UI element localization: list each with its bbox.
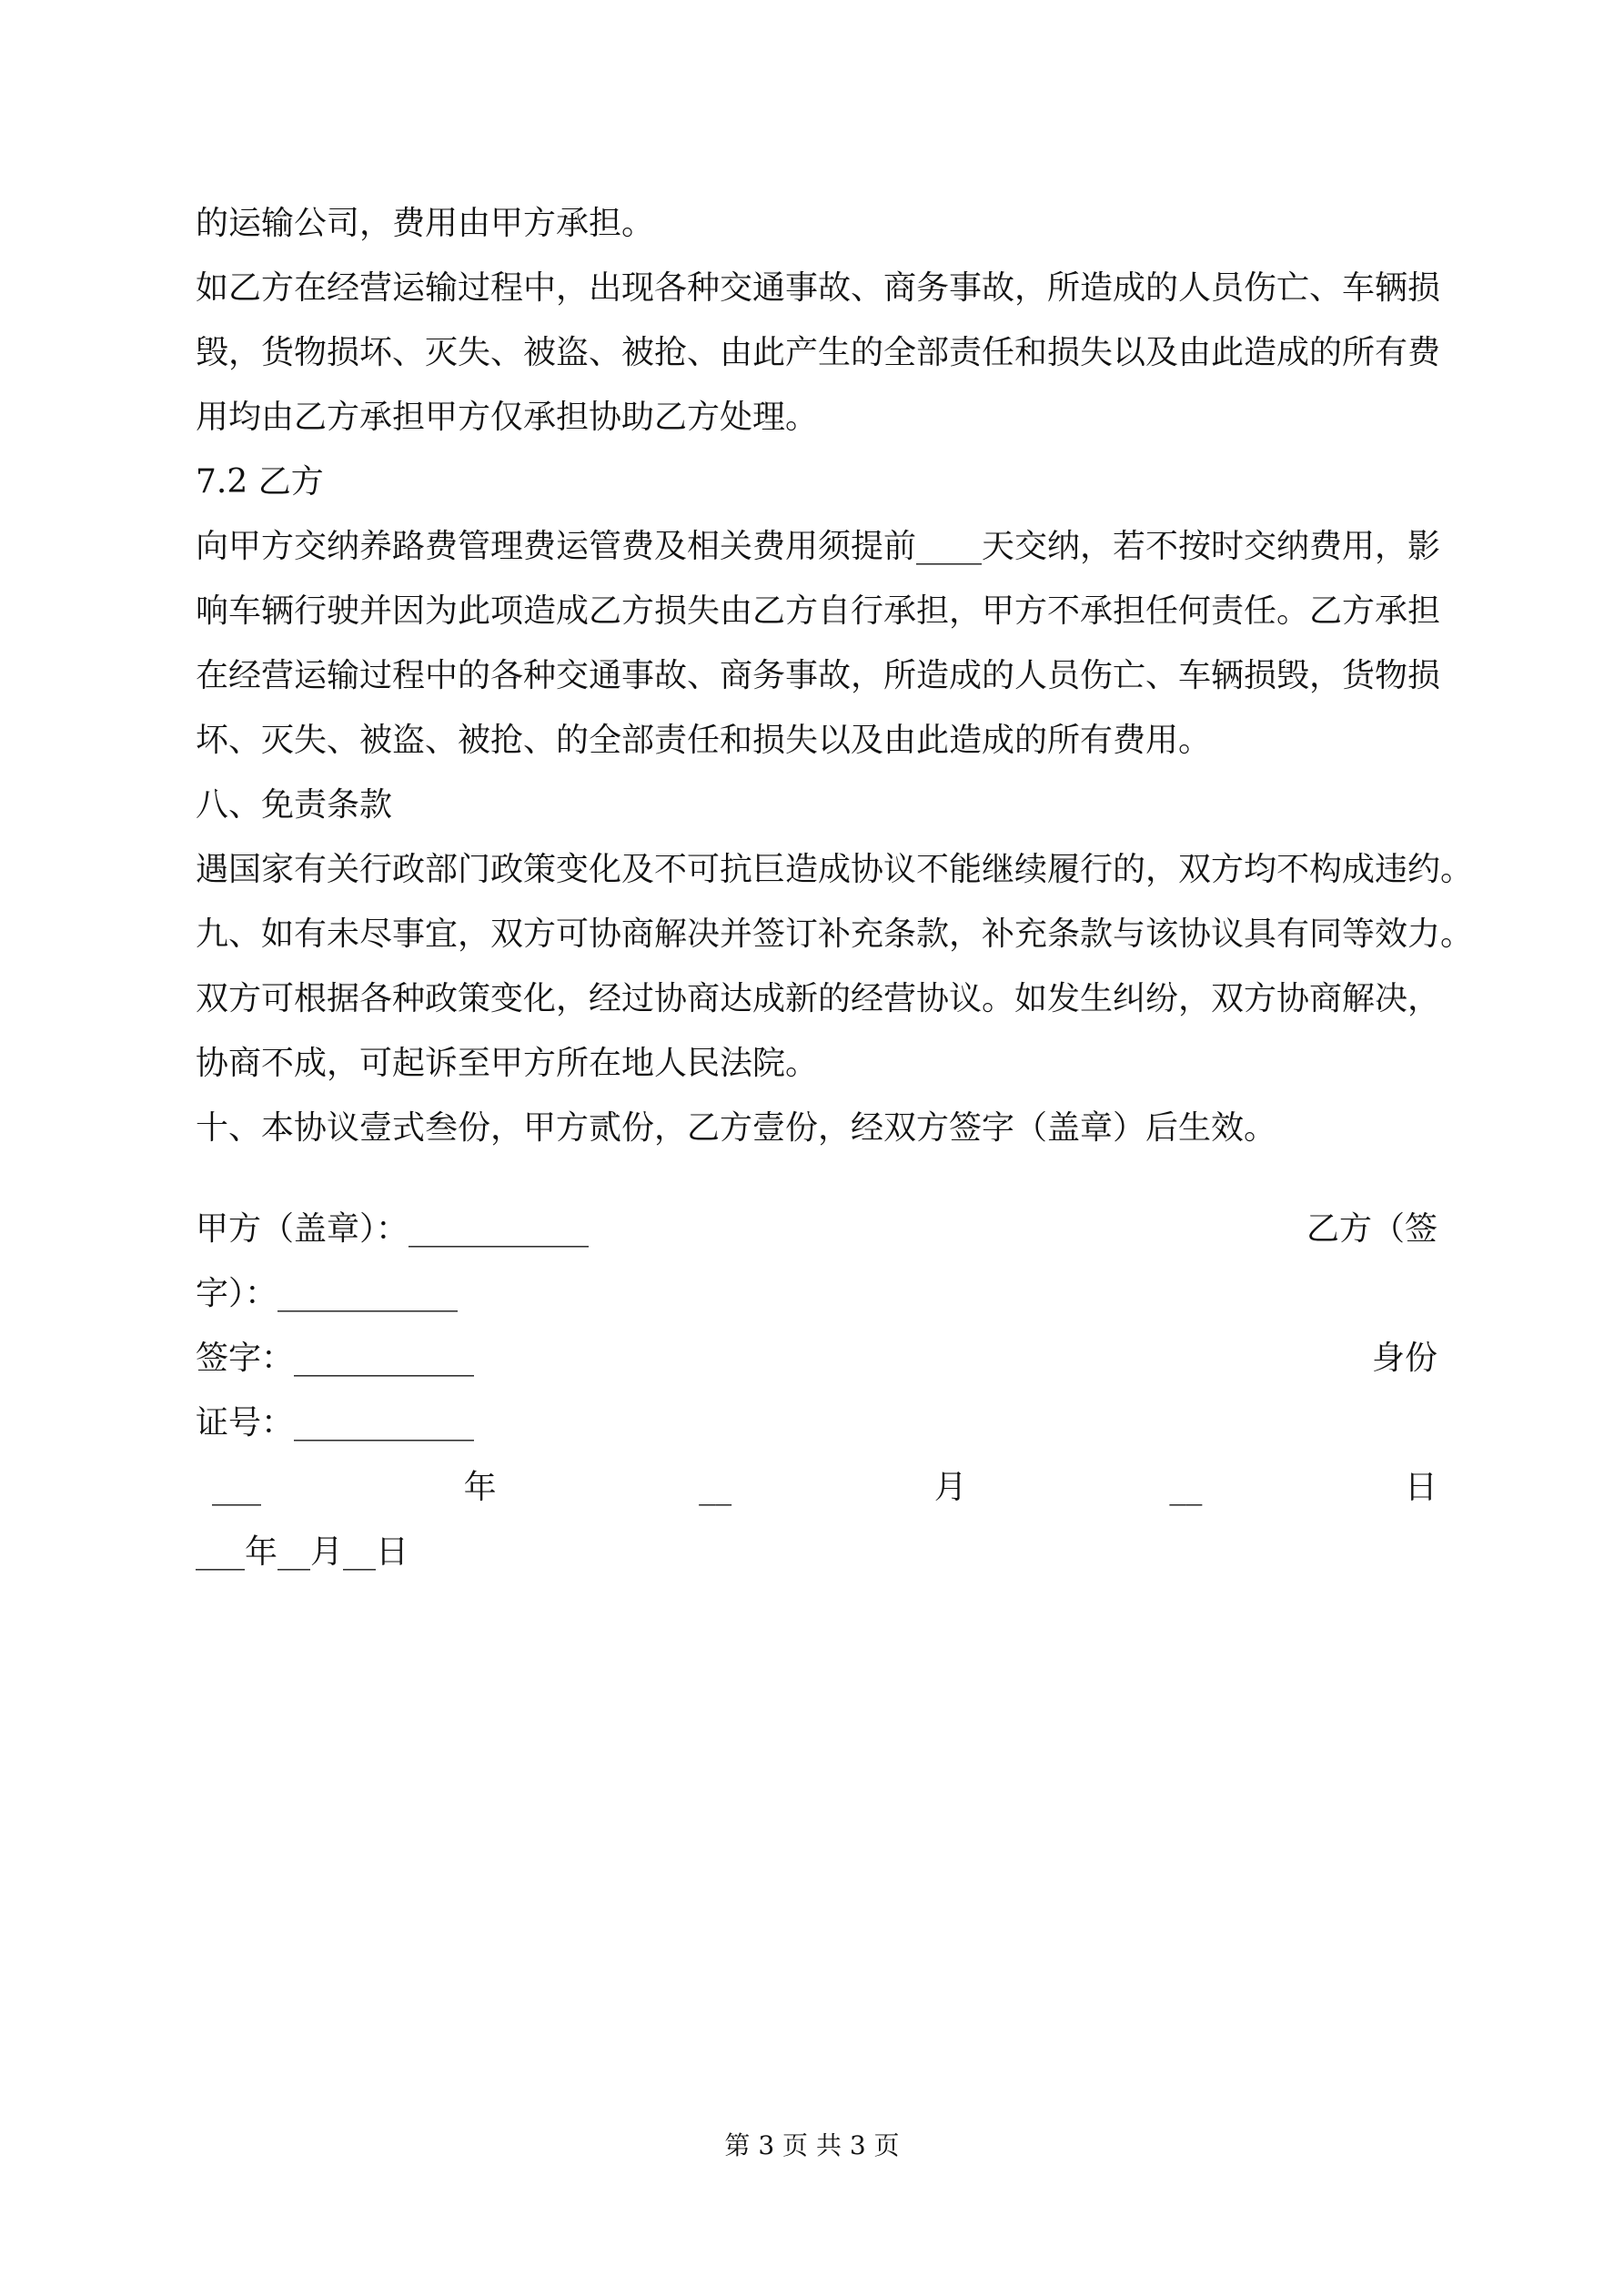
section-heading-7-2: 7.2 乙方: [196, 463, 324, 501]
paragraph-line-3: 毁，货物损坏、灭失、被盗、被抢、由此产生的全部责任和损失以及由此造成的所有费: [196, 334, 1441, 371]
date-row: [196, 1455, 1437, 1520]
paragraph-line-8: 在经营运输过程中的各种交通事故、商务事故，所造成的人员伤亡、车辆损毁，货物损: [196, 657, 1441, 694]
page-footer: 第 3 页 共 3 页: [724, 2130, 900, 2160]
paragraph-line-12: 九、如有未尽事宜，双方可协商解决并签订补充条款，补充条款与该协议具有同等效力。: [196, 915, 1474, 953]
date-day-label: 日: [1404, 1469, 1437, 1506]
section-heading-8: 八、免责条款: [196, 786, 393, 824]
document-body: [196, 191, 1474, 1584]
date-line-2: ___年__月__日: [196, 1533, 409, 1571]
paragraph-line-1: 的运输公司，费用由甲方承担。: [196, 205, 655, 242]
date-year-label: 年: [463, 1469, 497, 1506]
paragraph-line-2: 如乙方在经营运输过程中，出现各种交通事故、商务事故，所造成的人员伤亡、车辆损: [196, 269, 1441, 307]
date-month-label: 月: [933, 1469, 967, 1506]
date-month-blank: __: [699, 1469, 732, 1506]
id-label-start: 身份: [1371, 1340, 1437, 1377]
party-b-sign-field: 字）：___________: [196, 1275, 459, 1312]
paragraph-line-4: 用均由乙方承担甲方仅承担协助乙方处理。: [196, 399, 819, 436]
paragraph-line-14: 协商不成，可起诉至甲方所在地人民法院。: [196, 1045, 819, 1082]
date-year-blank: ___: [212, 1469, 261, 1506]
paragraph-line-15: 十、本协议壹式叁份，甲方贰份，乙方壹份，经双方签字（盖章）后生效。: [196, 1109, 1277, 1147]
party-b-sign-label-start: 乙方（签: [1306, 1210, 1437, 1248]
paragraph-line-13: 双方可根据各种政策变化，经过协商达成新的经营协议。如发生纠纷，双方协商解决，: [196, 980, 1441, 1017]
paragraph-line-7: 响车辆行驶并因为此项造成乙方损失由乙方自行承担，甲方不承担任何责任。乙方承担: [196, 592, 1441, 630]
date-day-blank: __: [1169, 1469, 1203, 1506]
paragraph-line-9: 坏、灭失、被盗、被抢、的全部责任和损失以及由此造成的所有费用。: [196, 722, 1212, 759]
signature-row-2: [196, 1326, 1437, 1391]
id-number-field: 证号：___________: [196, 1404, 475, 1441]
sign-field: 签字：___________: [196, 1340, 475, 1377]
signature-row-1: [196, 1197, 1437, 1261]
paragraph-line-11: 遇国家有关行政部门政策变化及不可抗巨造成协议不能继续履行的，双方均不构成违约。: [196, 851, 1474, 888]
paragraph-line-6: 向甲方交纳养路费管理费运管费及相关费用须提前____天交纳，若不按时交纳费用，影: [196, 528, 1441, 565]
spacer: [196, 1160, 1437, 1197]
party-a-seal-field: 甲方（盖章）：___________: [196, 1210, 590, 1248]
